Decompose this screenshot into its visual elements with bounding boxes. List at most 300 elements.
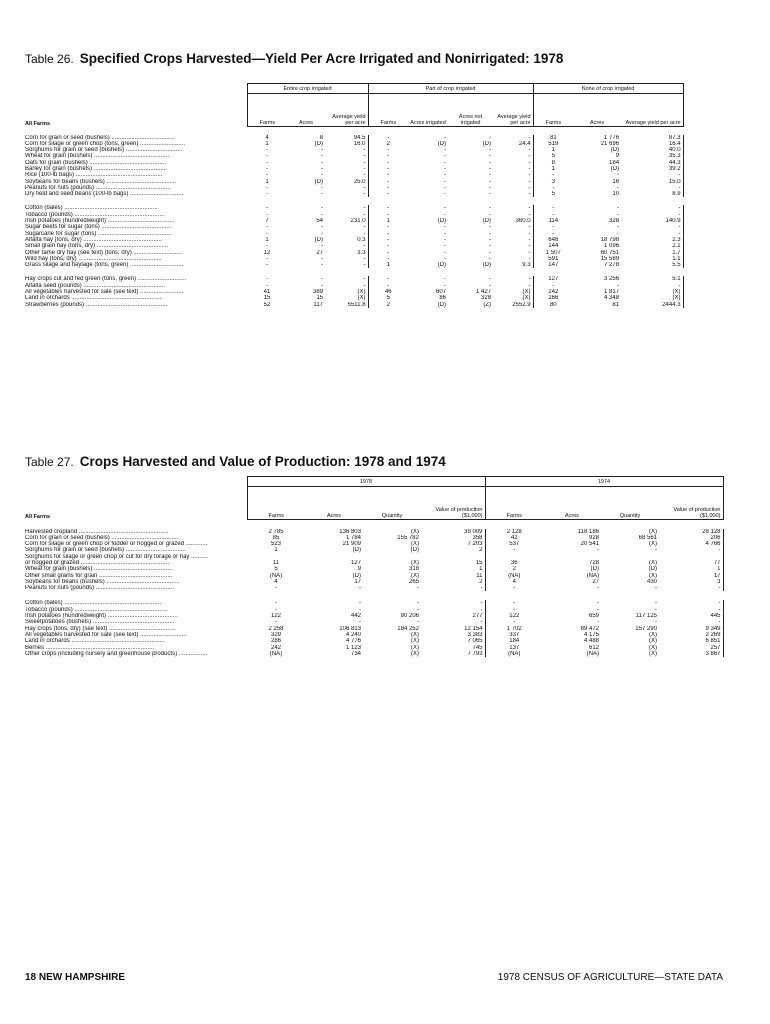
table27-cell: 4 175 (583, 631, 599, 638)
table26-cell: (D) (437, 140, 447, 147)
table26-cell: - (387, 159, 390, 166)
table26-cell: - (617, 172, 620, 179)
table27-cell: 442 (350, 613, 361, 620)
table27-cell: - (513, 606, 516, 613)
table27-cell: - (659, 619, 723, 625)
table26-cell: - (552, 184, 555, 191)
table26-cell: - (266, 172, 268, 179)
table26-cell: - (493, 224, 533, 230)
table26-cell: - (444, 191, 447, 198)
table26-cell: - (325, 276, 368, 282)
table27-cell: - (659, 547, 723, 553)
table27-cell: 1 (274, 547, 278, 554)
table26-cell: - (621, 172, 683, 178)
table26-cell: - (266, 159, 268, 166)
table26-row-header: All Farms (25, 120, 51, 127)
table27-cell: 4 (274, 578, 278, 585)
table26-row-label: Tobacco (pounds) ...................................................... (25, 211, 165, 218)
table26-cell: - (266, 165, 268, 172)
table27-cell: 184 252 (397, 625, 419, 632)
table26-cell: 389 (312, 289, 323, 296)
table27-cell: 137 (509, 644, 520, 651)
table27-cell: 77 (659, 560, 723, 566)
table27-cell: - (421, 607, 485, 613)
table27-cell: - (655, 585, 657, 592)
table26-cell: - (266, 211, 268, 218)
table27-cell: 28 128 (659, 529, 723, 535)
table26-column-header: Farms (247, 94, 287, 127)
table26-cell: 87.3 (621, 135, 683, 141)
table26-cell: - (266, 147, 268, 154)
table27-column-header: Value of production ($1,000) (421, 487, 485, 520)
table-row (25, 302, 723, 308)
table26-cell: 184 (609, 159, 620, 166)
table27-cell: 20 541 (580, 541, 599, 548)
table27-cell: - (421, 600, 485, 606)
table26-cell: 127 (548, 276, 559, 283)
table26-cell: - (621, 283, 683, 289)
table27-cell: 85 (272, 534, 280, 541)
table26-cell: - (489, 236, 492, 243)
table27-row-label: Harvested cropland ...................................................... (25, 528, 169, 535)
table26-cell: - (493, 179, 533, 185)
table27-cell: 136 803 (339, 528, 361, 535)
table26-cell: 44.3 (621, 160, 683, 166)
table26-cell: - (325, 191, 368, 197)
table26-cell: - (321, 191, 323, 198)
table27-cell: - (275, 600, 277, 607)
table26-cell: 27 (316, 249, 323, 256)
table26-cell: (D) (482, 262, 492, 269)
table26-cell: - (444, 147, 447, 154)
table27-row-label: Corn for silage or green chop or fodder or hogged or grazed ............. (25, 541, 208, 548)
table26-cell: - (387, 211, 390, 218)
table26-cell: 35.3 (621, 153, 683, 159)
table27-cell: 358 (421, 535, 485, 541)
table27-cell: (NA) (508, 650, 521, 657)
table26-cell: 5.5 (621, 262, 683, 268)
table27-cell: 537 (509, 541, 520, 548)
table26-cell: - (552, 211, 555, 218)
table26-cell: 2.1 (621, 243, 683, 249)
table26-cell: - (325, 205, 368, 211)
table27-cell: 6 851 (659, 638, 723, 644)
table26-cell: 1 776 (604, 134, 620, 141)
table26-cell: - (444, 211, 447, 218)
table27-cell: 80 206 (400, 613, 419, 620)
table26-cell: 1 507 (545, 249, 561, 256)
table27-cell: (X) (649, 638, 657, 645)
table27-cell: 5 (274, 566, 278, 573)
table26-cell: 0.3 (325, 237, 368, 243)
table27-cell: 3 383 (421, 632, 485, 638)
table26-cell: 5.1 (621, 276, 683, 282)
table27-cell: 734 (350, 650, 361, 657)
table27-cell: - (513, 600, 516, 607)
table26-cell: 266 (548, 295, 559, 302)
table27-cell: (D) (352, 572, 361, 579)
table26-cell: - (617, 282, 620, 289)
table26-column-header: Farms (533, 94, 573, 127)
table26-cell: 16.0 (325, 141, 368, 147)
table26-cell: (D) (610, 165, 620, 172)
table27-cell: - (359, 600, 361, 607)
table27-cell: 15 (421, 560, 485, 566)
table27-cell: 122 (509, 613, 520, 620)
table26-cell: (X) (621, 289, 683, 295)
table26-cell: 1 (386, 218, 390, 225)
table27-cell: 2 785 (268, 528, 284, 535)
table26-cell: - (387, 165, 390, 172)
table26-cell: 46 (384, 289, 392, 296)
table27-cell: 4 488 (583, 638, 599, 645)
table27-cell: 68 561 (638, 534, 657, 541)
table26-row-label: Dry field and seed beans (100-lb bags) ................................ (25, 191, 184, 198)
table27-cell: 11 (272, 559, 280, 566)
table26-cell: 1 096 (604, 243, 620, 250)
table26-cell: (D) (314, 140, 323, 147)
table26-cell: - (444, 159, 447, 166)
table26-cell: (D) (482, 140, 492, 147)
table26-cell: - (321, 230, 323, 237)
table27-row-label: Corn for grain or seed (bushels) ........................................ (25, 534, 179, 541)
table26-cell: 114 (548, 218, 559, 225)
table27-cell: 2 128 (506, 528, 522, 535)
table27-cell: 7 793 (421, 651, 485, 657)
table27-column-header: Acres (305, 487, 363, 520)
table26-cell: - (493, 135, 533, 141)
table27-cell: 9 (357, 566, 361, 573)
table26-cell: - (444, 184, 447, 191)
table27-cell: (X) (411, 541, 419, 548)
table26-cell: 9 (615, 153, 620, 160)
table26-column-header: Average yield per acre (493, 94, 533, 127)
table27-spacer (25, 591, 723, 600)
table26-row-label: Wheat for grain (bushels) ............................................. (25, 153, 170, 160)
table27-cell: 612 (588, 644, 599, 651)
table27-cell: 89 472 (580, 625, 599, 632)
table27-cell: - (659, 600, 723, 606)
table26-cell: 15 (263, 295, 271, 302)
table26-cell: - (321, 262, 323, 269)
table26-cell: 5511.8 (325, 302, 368, 308)
table26-row-label: Alfalfa seed (pounds) ................................................. (25, 282, 166, 289)
table27-cell: 286 (270, 638, 281, 645)
table26-cell: - (321, 243, 323, 250)
table26-cell: - (489, 276, 492, 283)
table26-cell: - (387, 230, 390, 237)
table26-cell: 24.4 (493, 141, 533, 147)
table26-cell: 40.0 (621, 147, 683, 153)
table26-row-label: Hay crops cut and fed green (tons, green) ............................. (25, 276, 187, 283)
table27-cell: (NA) (269, 650, 283, 657)
table27-cell: (X) (411, 638, 419, 645)
table27-row-label: Sweetpotatoes (bushels) ................................................. (25, 619, 175, 626)
table27-cell: - (417, 585, 419, 592)
table26-cell: - (444, 276, 447, 283)
table27-cell: 2 258 (268, 625, 284, 632)
table26-cell: 9.3 (493, 262, 533, 268)
table26-cell: - (387, 224, 390, 231)
table27-cell: 1 (659, 566, 723, 572)
table26-cell: 86 (439, 295, 447, 302)
table-row (25, 651, 723, 657)
table26-cell: - (325, 256, 368, 262)
table26-cell: (Z) (483, 301, 492, 308)
table27-column-header: Value of production ($1,000) (659, 487, 723, 520)
table27-row-label: Other crops (including nursery and greenhouse products) ................. (25, 650, 208, 657)
table26-cell: 54 (316, 218, 323, 225)
table26-cell: - (489, 230, 492, 237)
table27-cell: 265 (408, 578, 419, 585)
table27-title: Crops Harvested and Value of Production: 1978 and 1974 (79, 454, 446, 469)
table26-cell: - (493, 166, 533, 172)
table26-cell: 5 (386, 295, 390, 302)
table26-cell: - (493, 205, 533, 211)
table26-cell: - (266, 262, 268, 269)
table26-cell: - (493, 237, 533, 243)
table27-cell: 12 154 (421, 626, 485, 632)
table26-cell: - (387, 153, 390, 160)
table26-cell: 1 (386, 262, 390, 269)
table27-cell: (X) (649, 572, 657, 579)
table26-cell: 147 (548, 262, 559, 269)
table26-cell: - (266, 276, 268, 283)
table26-row-label: Cotton (bales) ........................................................ (25, 205, 158, 212)
table26-cell: - (493, 172, 533, 178)
table26-cell: 519 (548, 140, 559, 147)
table27-cell: 127 (350, 559, 361, 566)
table27-cell: 4 776 (345, 638, 361, 645)
table26-cell: - (325, 243, 368, 249)
table26-cell: - (617, 184, 620, 191)
table27-cell: 329 (270, 631, 281, 638)
table27-cell: (X) (411, 528, 419, 535)
table26-cell: - (266, 255, 268, 262)
table26-cell: - (321, 205, 323, 212)
table26-cell: - (489, 165, 492, 172)
table26-title: Specified Crops Harvested—Yield Per Acre Irrigated and Nonirrigated: 1978 (79, 51, 564, 66)
table26-cell: - (444, 224, 447, 231)
table27-row-label: Berries ................................................................. (25, 644, 155, 651)
table26-cell: - (617, 230, 620, 237)
table27-cell: 122 (270, 613, 281, 620)
table26-cell: 3 256 (604, 276, 620, 283)
table27-cell: (NA) (586, 572, 599, 579)
table26-cell: - (387, 191, 390, 198)
table26-cell: - (444, 255, 447, 262)
table26-cell: 15.0 (621, 179, 683, 185)
table27-column-header: Quantity (363, 487, 421, 520)
table27-cell: - (513, 547, 516, 554)
table27 (25, 476, 724, 657)
table26-cell: - (552, 230, 555, 237)
table26-cell: - (552, 172, 555, 179)
table26-cell: 1 (265, 140, 269, 147)
table26-cell: 328 (609, 218, 620, 225)
table26-cell: - (266, 191, 268, 198)
table26-row-label: Soybeans for beans (bushels) .......................................... (25, 178, 177, 185)
table26-cell: 18 798 (600, 236, 620, 243)
table27-cell: 7 065 (421, 638, 485, 644)
table26-cell: 16.4 (621, 141, 683, 147)
table27-cell: 4 240 (345, 631, 361, 638)
table26-row-label: Sugar beets for sugar (tons) .......................................... (25, 224, 172, 231)
table26-column-header: Average yield per acre (621, 94, 683, 127)
table27-cell: - (275, 606, 277, 613)
table27-cell: - (597, 585, 599, 592)
table26-row-label: Land in orchards ...................................................... (25, 295, 162, 302)
table27-column-header: Farms (247, 487, 305, 520)
table26-column-header: Average yield per acre (325, 94, 368, 127)
table26-cell: 2444.3 (621, 302, 683, 308)
table27-row-label: Land in orchards ........................................................ (25, 638, 165, 645)
table26-cell: - (325, 262, 368, 268)
table26-cell: 60 751 (600, 249, 620, 256)
table26-cell: - (321, 165, 323, 172)
table26-cell: - (617, 205, 620, 212)
table27-cell: - (655, 619, 657, 626)
table26-cell: 80 (549, 301, 557, 308)
table26-cell: 81 (549, 134, 557, 141)
table26-cell: - (387, 282, 390, 289)
table26-caption (25, 51, 563, 66)
table26-group-header: Part of crop irrigated (368, 84, 533, 94)
table26-cell: - (266, 243, 268, 250)
table26-cell: - (325, 231, 368, 237)
table26-cell: 144 (548, 243, 559, 250)
table27-cell: - (597, 619, 599, 626)
table27-cell: 157 290 (635, 625, 657, 632)
table27-cell: (X) (411, 631, 419, 638)
table27-cell: 184 (509, 638, 520, 645)
table26-cell: - (489, 191, 492, 198)
table26-row-label: Strawberries (pounds) ................................................. (25, 301, 168, 308)
table26-cell: - (621, 231, 683, 237)
table26-number: Table 26. (25, 52, 74, 66)
table26-cell: 2552.9 (493, 302, 533, 308)
table26-cell: - (325, 224, 368, 230)
table26-cell: - (266, 184, 268, 191)
table27-row-label: Irish potatoes (hundredweight) .......................................... (25, 613, 178, 620)
table26-spacer (25, 197, 683, 205)
table26-cell: 12 (263, 249, 271, 256)
footer-publication: 1978 CENSUS OF AGRICULTURE—STATE DATA (497, 972, 723, 983)
table27-cell: - (359, 585, 361, 592)
table26-cell: 7 (265, 218, 269, 225)
table26-cell: 328 (481, 295, 492, 302)
table27-cell: 257 (659, 645, 723, 651)
table27-cell: 4 (512, 578, 516, 585)
table26-cell: - (387, 276, 390, 283)
table27-cell: 118 186 (577, 528, 599, 535)
table26-cell: 2 (386, 301, 390, 308)
table26-cell: - (493, 147, 533, 153)
table26-spacer (25, 268, 683, 276)
table27-cell: - (421, 619, 485, 625)
table27-cell: 106 813 (339, 625, 361, 632)
table26-cell: - (387, 178, 390, 185)
table26-cell: - (493, 160, 533, 166)
table26-cell: - (489, 172, 492, 179)
table26-cell: 2.3 (621, 237, 683, 243)
table26-cell: - (266, 230, 268, 237)
table27-column-header: Acres (543, 487, 601, 520)
table27-row-label: Soybeans for beans (bushels) ............................................ (25, 578, 180, 585)
table26-cell: - (489, 243, 492, 250)
table26-cell: 1.7 (621, 250, 683, 256)
table27-cell: (NA) (586, 650, 599, 657)
table26-row-label: Corn for silage or green chop (tons, green) ........................... (25, 140, 186, 147)
table27-cell: (X) (649, 644, 657, 651)
table27-cell: - (417, 606, 419, 613)
table26-cell: - (444, 249, 447, 256)
table27-spacer (25, 520, 723, 529)
footer-page-state: 18 NEW HAMPSHIRE (25, 972, 126, 983)
table26-cell: - (621, 212, 683, 218)
table27-cell: 36 (510, 559, 518, 566)
table26-cell: - (321, 184, 323, 191)
table26-cell: 10 (612, 191, 620, 198)
table27-caption (25, 454, 446, 469)
table27-cell: - (655, 600, 657, 607)
table26-cell: - (321, 159, 323, 166)
table27-cell: 1 784 (345, 534, 361, 541)
table26-cell: - (489, 153, 492, 160)
table27-cell: 2 269 (659, 632, 723, 638)
table26-row-label: Rice (100-lb bags) .................................................... (25, 172, 163, 179)
table26-cell: 7 278 (604, 262, 620, 269)
table27-cell: 7 203 (421, 541, 485, 547)
table27-cell: (NA) (269, 572, 283, 579)
table26-cell: - (489, 159, 492, 166)
table26-cell: - (321, 153, 323, 160)
table27-cell: (X) (411, 650, 419, 657)
table26-cell: - (489, 255, 492, 262)
table27-row-header: All Farms (25, 513, 51, 520)
table26-row-label: Alfalfa hay (tons, dry) ............................................... (25, 236, 162, 243)
table26-cell: - (621, 205, 683, 211)
table26-row-label: All vegetables harvested for sale (see text) .......................... (25, 289, 184, 296)
table27-cell: 9 349 (659, 626, 723, 632)
table27-cell: 1 (421, 566, 485, 572)
table26-cell: (D) (437, 262, 447, 269)
table26-cell: - (444, 134, 447, 141)
table27-row-label: Peanuts for nuts (pounds) ............................................... (25, 585, 175, 592)
table26-cell: - (444, 282, 447, 289)
table26-cell: - (321, 282, 323, 289)
table27-cell: (D) (410, 547, 419, 554)
table26-cell: - (387, 134, 390, 141)
table26-cell: - (387, 184, 390, 191)
table27-cell: 3 867 (659, 651, 723, 657)
table26-cell: - (493, 283, 533, 289)
table26-cell: - (444, 230, 447, 237)
table26-cell: - (489, 224, 492, 231)
table26-cell: - (321, 211, 323, 218)
table26-cell: - (444, 205, 447, 212)
table26-cell: - (552, 224, 555, 231)
table26-cell: - (325, 153, 368, 159)
table26-cell: 4 (265, 134, 269, 141)
table26-cell: 39.2 (621, 166, 683, 172)
table26-cell: - (266, 205, 268, 212)
table26-cell: 8 (551, 159, 555, 166)
table26-cell: (D) (314, 178, 323, 185)
table27-cell: 2 (421, 579, 485, 585)
table26-cell: - (321, 147, 323, 154)
table27-cell: 1 123 (345, 644, 361, 651)
